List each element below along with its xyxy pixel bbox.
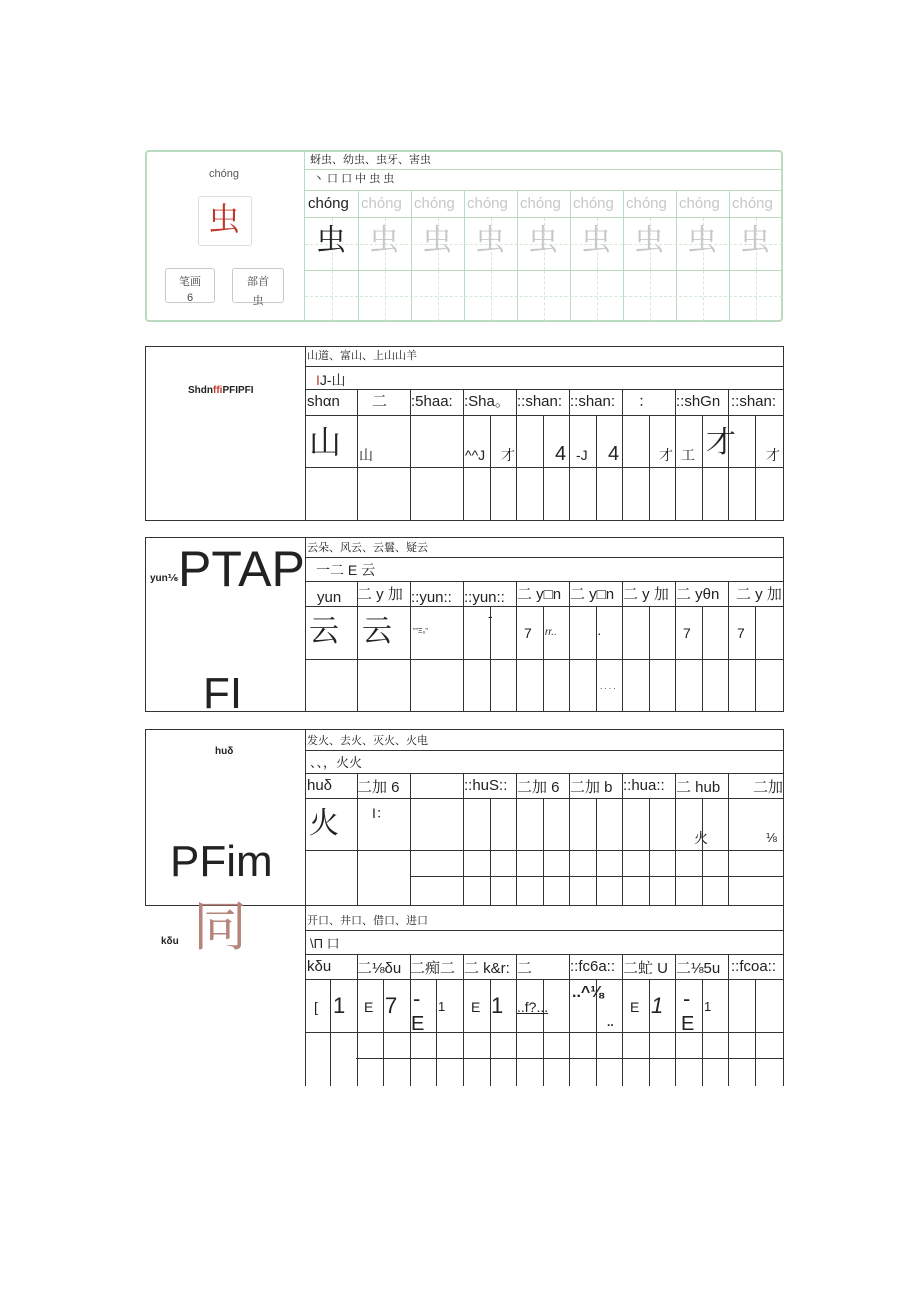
huo-py-7: 二加 — [753, 779, 784, 796]
yun-sub-line — [543, 607, 544, 712]
yun-words: 云朵、风云、云鬟、疑云 — [307, 542, 428, 554]
radical-box — [232, 268, 284, 307]
kou-ch-6: E — [471, 999, 481, 1015]
shan-sub-line — [755, 416, 756, 521]
chong-stroke-order: 丶 口 口 中 虫 虫 — [313, 173, 395, 185]
shan-ch-8: 工 — [681, 447, 695, 463]
chong-py-1: chóng — [361, 195, 402, 212]
shan-ch-10: 才 — [766, 447, 780, 463]
shan-ch-0: 山 — [309, 424, 342, 460]
radical-label: 部首 — [247, 276, 269, 288]
huo-col-line — [728, 774, 729, 906]
kou-py-4: 二 — [517, 960, 533, 977]
shan-py-7: ::shGn — [676, 393, 721, 410]
kou-words: 开口、井口、借口、进口 — [307, 915, 428, 927]
huo-py-1: 二加 6 — [357, 779, 400, 796]
huo-py-5: ::hua:: — [623, 777, 665, 794]
strokes-value: 6 — [186, 292, 194, 304]
yun-ch-4: 7 — [524, 625, 532, 641]
chong-ch-2: 虫 — [422, 224, 452, 257]
shan-ch-7: 才 — [659, 447, 673, 463]
chong-col-line — [729, 191, 730, 321]
huo-py-2: ::huS:: — [464, 777, 508, 794]
yun-py-3: ::yun:: — [464, 589, 505, 606]
chong-py-0: chóng — [308, 195, 349, 212]
shan-sub-line — [702, 416, 703, 521]
kou-ch-9: ..^⅛ — [572, 984, 604, 1001]
chong-col-line — [464, 191, 465, 321]
chong-ch-8: 虫 — [740, 224, 770, 257]
shan-stroke-order-a: I — [316, 372, 320, 388]
kou-line-3 — [305, 979, 784, 980]
sheet-shan — [145, 346, 784, 521]
shan-py-0: shαn — [307, 393, 340, 410]
kou-ch-11: 1 — [651, 993, 664, 1018]
chong-ch-7: 虫 — [687, 224, 717, 257]
chong-line-2 — [305, 190, 782, 191]
chong-guide-h — [305, 296, 782, 297]
yun-line-3 — [305, 606, 784, 607]
yun-left-pinyin: yun⅙ — [150, 573, 179, 584]
sheet-shan-divider — [305, 346, 306, 521]
huo-py-3: 二加 6 — [517, 779, 560, 796]
chong-ch-5: 虫 — [581, 224, 611, 257]
huo-line-4 — [305, 850, 784, 851]
shan-ch-2: ^^J — [465, 447, 486, 463]
shan-sub-line — [596, 416, 597, 521]
shan-line-3 — [305, 415, 784, 416]
yun-stroke-order: 一二 E 云 — [316, 562, 376, 578]
huo-words: 发火、去火、灭火、火电 — [307, 735, 428, 747]
huo-left-pinyin: huδ — [215, 746, 234, 757]
chong-py-6: chóng — [626, 195, 667, 212]
shan-left-title-a: Shdn — [188, 385, 213, 396]
chong-col-line — [623, 191, 624, 321]
kou-py-6: 二虻 U — [623, 960, 669, 977]
kou-py-5: ::fc6a:: — [570, 958, 616, 975]
shan-ch-1: 山 — [359, 447, 373, 463]
kou-sub-2: E — [681, 1013, 695, 1035]
kou-py-1: 二⅛δu — [357, 960, 402, 977]
huo-ch-2: 火 — [694, 830, 708, 846]
huo-line-1 — [305, 750, 784, 751]
kou-left-pinyin: kδu — [161, 936, 179, 947]
shan-left-title-c: PFIPFI — [222, 385, 254, 396]
shan-ch-3: 才 — [501, 447, 515, 463]
kou-line-4 — [305, 1032, 784, 1033]
kou-py-0: kδu — [307, 958, 332, 975]
chong-ch-3: 虫 — [475, 224, 505, 257]
huo-sub-line — [649, 799, 650, 906]
chong-ch-1: 虫 — [369, 224, 399, 257]
kou-ch-2: E — [364, 999, 374, 1015]
kou-sub-line — [543, 980, 544, 1086]
chong-ch-0: 虫 — [316, 224, 346, 257]
kou-sub-0: E — [411, 1013, 425, 1035]
shan-py-4: ::shan: — [517, 393, 563, 410]
shan-py-3: :Sha。 — [464, 393, 510, 410]
shan-stroke-order — [316, 373, 346, 387]
shan-left-title-b: ffi — [213, 385, 223, 396]
chong-py-4: chóng — [520, 195, 561, 212]
huo-line-2 — [305, 773, 784, 774]
huo-py-6: 二 hub — [676, 779, 721, 796]
chong-col-line — [517, 191, 518, 321]
yun-ch-3: - — [488, 608, 493, 624]
yun-col-line — [728, 582, 729, 712]
yun-py-1: 二 y 加 — [357, 586, 403, 603]
yun-sub-line — [649, 607, 650, 712]
yun-line-1 — [305, 557, 784, 558]
kou-ch-12: - — [683, 986, 691, 1011]
shan-left-title — [188, 386, 254, 396]
yun-ch-5: rr.. — [545, 627, 557, 638]
kou-ch-8: ..f?... — [517, 999, 549, 1015]
kou-sub-line — [755, 980, 756, 1086]
yun-ch-2: ""Ξ₀" — [413, 628, 428, 635]
kou-divider — [305, 906, 306, 1086]
yun-ch-1: 云 — [362, 615, 392, 648]
huo-sub-line — [596, 799, 597, 906]
strokes-label: 笔画 — [179, 276, 201, 288]
kou-sub-line — [330, 980, 331, 1086]
huo-py-4: 二加 b — [570, 779, 613, 796]
shan-line-2 — [305, 389, 784, 390]
chong-line-1 — [305, 169, 782, 170]
yun-py-6: 二 y 加 — [623, 586, 669, 603]
shan-py-1: 二 — [372, 393, 388, 410]
kou-py-8: ::fcoa:: — [731, 958, 777, 975]
shan-sub-line — [490, 416, 491, 521]
shan-stroke-order-b: J-山 — [319, 372, 346, 388]
yun-ch-6: · — [597, 625, 602, 641]
sheet-huo-divider — [305, 729, 306, 906]
yun-left-big: PTAP — [178, 541, 305, 597]
yun-py-7: 二 yθn — [676, 586, 720, 603]
shan-ch-6: 4 — [608, 443, 620, 465]
yun-ch-7: 7 — [683, 625, 691, 641]
shan-ch-5: -J — [576, 447, 588, 463]
kou-sub-line — [436, 980, 437, 1086]
yun-py-2: ::yun:: — [411, 589, 452, 606]
shan-col-line — [357, 390, 358, 521]
yun-line-4 — [305, 659, 784, 660]
kou-ch-4: - — [413, 986, 421, 1011]
yun-ch-8: 7 — [737, 625, 745, 641]
kou-sub-1: .. — [607, 1015, 614, 1029]
kou-py-7: 二⅛5u — [676, 960, 721, 977]
huo-left-big: PFim — [170, 837, 273, 886]
huo-ch-3: ⅛ — [766, 830, 777, 845]
chong-py-7: chóng — [679, 195, 720, 212]
strokes-box — [165, 268, 215, 303]
kou-ch-1: 1 — [333, 993, 346, 1018]
kou-line-2 — [305, 954, 784, 955]
shan-line-4 — [305, 467, 784, 468]
chong-py-8: chóng — [732, 195, 773, 212]
kou-ch-0: [ — [314, 999, 318, 1015]
shan-words: 山道、富山、上山山羊 — [307, 350, 417, 362]
huo-sub-line — [490, 799, 491, 906]
shan-ch-4: 4 — [555, 443, 567, 465]
huo-col-line — [410, 774, 411, 906]
chong-pinyin: chóng — [209, 168, 239, 180]
chong-col-line — [358, 191, 359, 321]
yun-py-4: 二 y□n — [517, 586, 562, 603]
shan-sub-line — [543, 416, 544, 521]
chong-char: 虫 — [208, 201, 241, 237]
chong-py-3: chóng — [467, 195, 508, 212]
kou-left-big: 同 — [193, 900, 247, 952]
shan-line-1 — [305, 366, 784, 367]
kou-sub-line — [702, 980, 703, 1086]
yun-sub-line — [755, 607, 756, 712]
kou-line-5 — [356, 1058, 784, 1059]
yun-ch-0: 云 — [309, 615, 339, 648]
radical-value: 虫 — [252, 295, 264, 307]
chong-py-5: chóng — [573, 195, 614, 212]
chong-words: 蚜虫、幼虫、虫牙、害虫 — [310, 154, 431, 166]
sheet-yun-divider — [305, 537, 306, 712]
yun-sub-line — [702, 607, 703, 712]
chong-py-2: chóng — [414, 195, 455, 212]
shan-py-2: :5haa: — [411, 393, 453, 410]
huo-sub-line — [702, 799, 703, 906]
kou-ch-7: 1 — [491, 993, 504, 1018]
kou-ch-5: 1 — [438, 999, 446, 1014]
yun-py-5: 二 y□n — [570, 586, 615, 603]
chong-col-line — [411, 191, 412, 321]
chong-col-line — [570, 191, 571, 321]
yun-line-2 — [305, 581, 784, 582]
shan-py-5: ::shan: — [570, 393, 616, 410]
shan-py-6: ： — [638, 393, 654, 410]
kou-right-edge — [783, 906, 784, 1086]
kou-py-3: 二 k&r: — [464, 960, 510, 977]
kou-line-1 — [305, 930, 784, 931]
shan-ch-9: 才 — [706, 426, 736, 459]
huo-line-3 — [305, 798, 784, 799]
shan-col-line — [622, 390, 623, 521]
kou-sub-line — [383, 980, 384, 1086]
kou-stroke-order: \Π 口 — [310, 936, 340, 951]
chong-ch-6: 虫 — [634, 224, 664, 257]
yun-sub-line — [596, 607, 597, 712]
yun-py-8: 二 y 加 — [736, 586, 782, 603]
yun-dots: . . . . — [600, 682, 616, 691]
kou-py-2: 二痴二 — [410, 960, 456, 977]
shan-py-8: ::shan: — [731, 393, 777, 410]
yun-left-big2: FI — [203, 672, 243, 711]
shan-sub-line — [649, 416, 650, 521]
yun-py-0: yun — [317, 589, 342, 606]
kou-sub-line — [649, 980, 650, 1086]
huo-sub-line — [543, 799, 544, 906]
chong-ch-4: 虫 — [528, 224, 558, 257]
kou-ch-13: 1 — [704, 999, 712, 1014]
kou-col-line — [728, 955, 729, 1086]
huo-ch-1: I： — [372, 805, 390, 821]
huo-stroke-order: 、、，火火 — [310, 755, 363, 770]
huo-py-0: huδ — [307, 777, 333, 794]
chong-col-line — [676, 191, 677, 321]
huo-ch-0: 火 — [309, 807, 339, 840]
kou-ch-10: E — [630, 999, 640, 1015]
kou-ch-3: 7 — [385, 993, 398, 1018]
